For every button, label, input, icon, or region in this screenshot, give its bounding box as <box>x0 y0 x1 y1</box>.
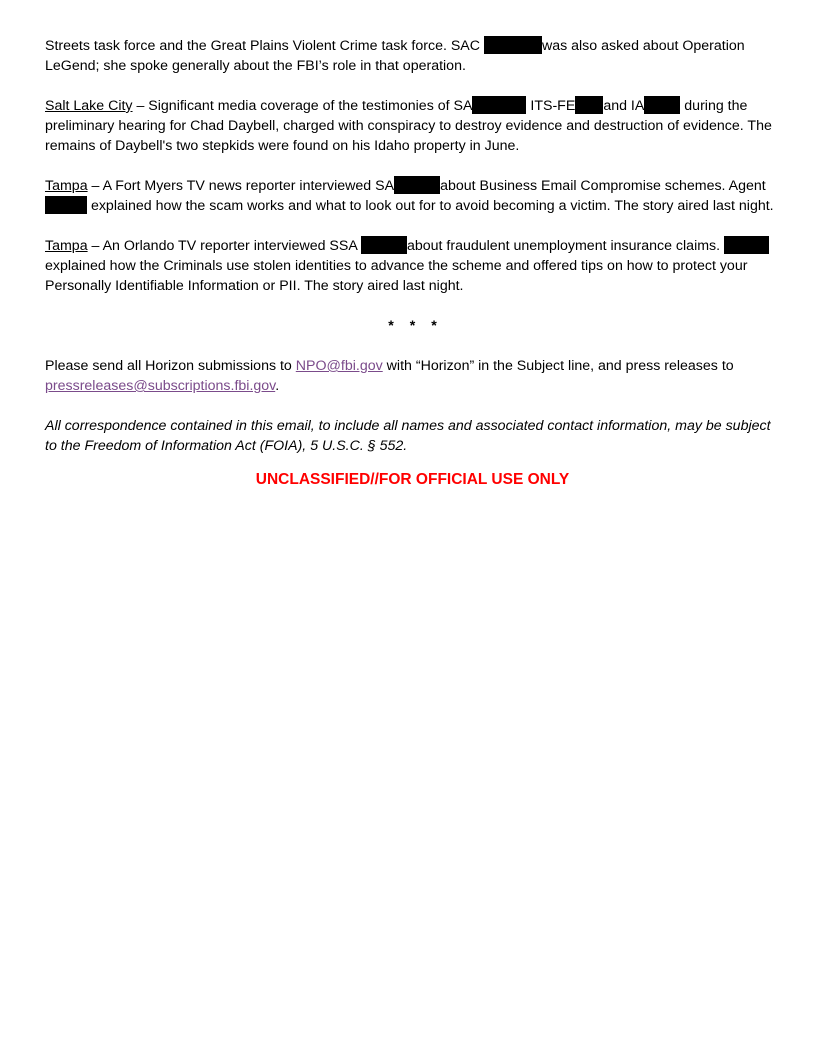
paragraph-text: with “Horizon” in the Subject line, and press releases to <box>382 358 734 374</box>
redaction-box <box>45 196 87 214</box>
redaction-box <box>472 96 526 114</box>
paragraph-text: explained how the Criminals use stolen identities to advance the scheme and offered tips on how to protect your Personally Identifiable Information or PII. The story aired last night. <box>45 258 748 294</box>
paragraph-text: explained how the scam works and what to look out for to avoid becoming a victim. The story aired last night. <box>87 198 774 214</box>
document-page <box>45 36 780 490</box>
redaction-box <box>644 96 680 114</box>
paragraph-text: – Significant media coverage of the testimonies of SA <box>132 98 473 114</box>
paragraph-text: was also asked about Operation LeGend; she spoke generally about the FBI’s role in that operation. <box>45 38 745 74</box>
submissions-paragraph <box>45 356 780 396</box>
redaction-box <box>394 176 440 194</box>
redaction-box <box>724 236 769 254</box>
field-office-name: Tampa <box>45 178 88 194</box>
redaction-box <box>575 96 603 114</box>
paragraph-text: and IA <box>603 98 645 114</box>
redaction-box <box>484 36 542 54</box>
paragraph-text: ITS-FE <box>526 98 576 114</box>
paragraph-text: during the preliminary hearing for Chad Daybell, charged with conspiracy to destroy evidence and destruction of evidence. The remains of Daybell's two stepkids were found on his Idaho property in June. <box>45 98 772 154</box>
section-separator: * * * <box>388 318 443 334</box>
field-office-name: Salt Lake City <box>45 98 133 114</box>
redaction-box <box>361 236 407 254</box>
paragraph-salt-lake-city <box>45 96 780 156</box>
field-office-name: Tampa <box>45 238 88 254</box>
paragraph-text: Please send all Horizon submissions to <box>45 358 296 374</box>
paragraph-tampa-orlando <box>45 236 780 296</box>
paragraph-operation-legend <box>45 36 780 76</box>
paragraph-text: – A Fort Myers TV news reporter interviewed SA <box>87 178 395 194</box>
paragraph-text: Streets task force and the Great Plains Violent Crime task force. SAC <box>45 38 484 54</box>
paragraph-text: – An Orlando TV reporter interviewed SSA <box>87 238 361 254</box>
paragraph-tampa-fort-myers <box>45 176 780 216</box>
press-releases-email-link[interactable]: pressreleases@subscriptions.fbi.gov <box>45 378 276 394</box>
foia-notice: All correspondence contained in this email, to include all names and associated contact information, may be subject to the Freedom of Information Act (FOIA), 5 U.S.C. § 552. <box>45 418 771 454</box>
npo-email-link[interactable]: NPO@fbi.gov <box>295 358 383 374</box>
classification-marking: UNCLASSIFIED//FOR OFFICIAL USE ONLY <box>255 471 570 488</box>
paragraph-text: about Business Email Compromise schemes. Agent <box>440 178 766 194</box>
paragraph-text: . <box>275 378 280 394</box>
paragraph-text: about fraudulent unemployment insurance claims. <box>406 238 725 254</box>
